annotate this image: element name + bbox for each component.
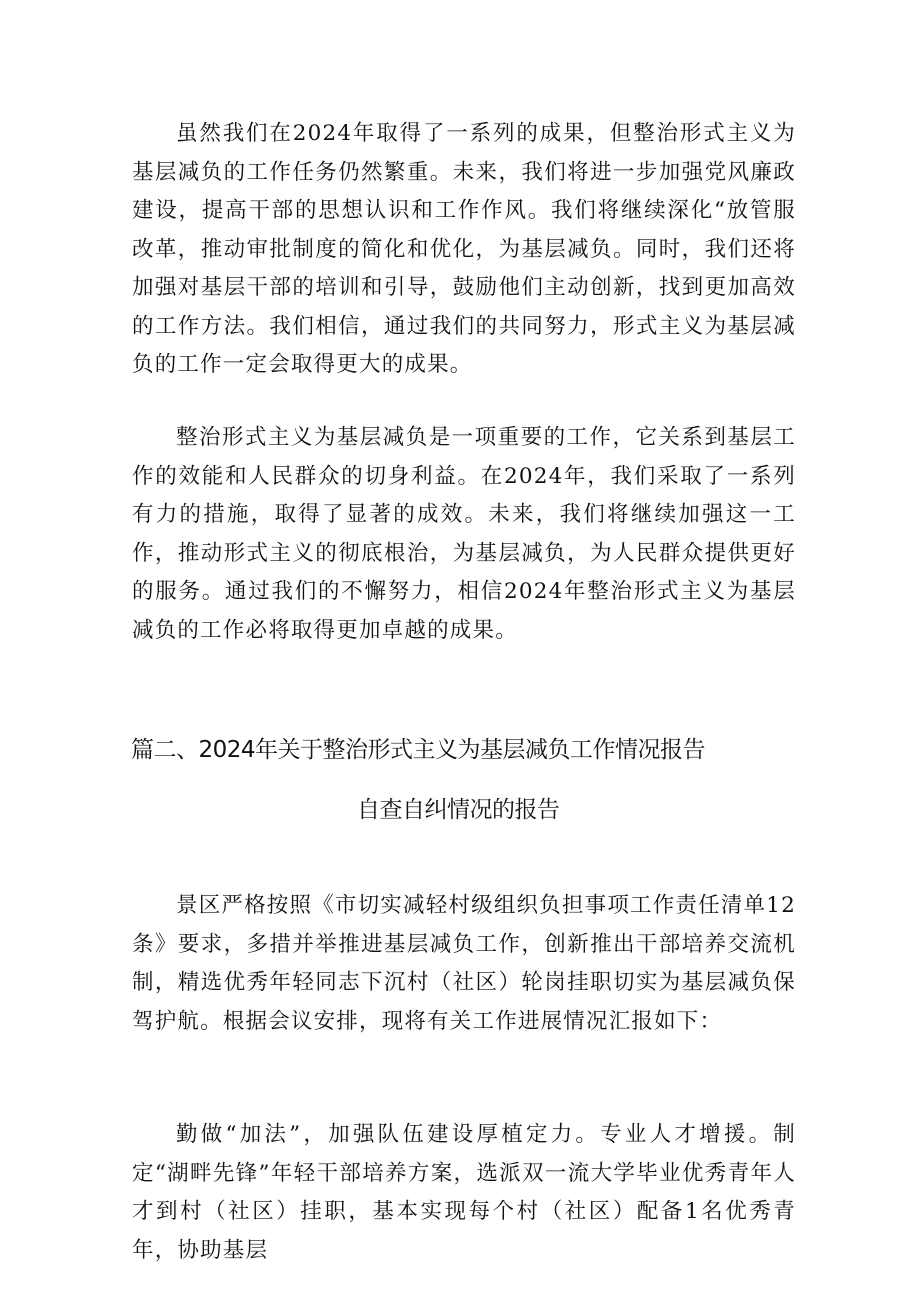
body-paragraph: 虽然我们在2024年取得了一系列的成果，但整治形式主义为基层减负的工作任务仍然繁重。未来，我们将进一步加强党风廉政建设，提高干部的思想认识和工作作风。我们将继续深化“放管服改革，推动审批制度的简化和优化，为基层减负。同时，我们还将加强对基层干部的培训和引导，鼓励他们主动创新，找到更加高效的工作方法。我们相信，通过我们的共同努力，形式主义为基层减负的工作一定会取得更大的成果。	[132, 121, 796, 377]
section-subtitle: 自查自纠情况的报告	[357, 797, 560, 823]
body-paragraph: 勤做“加法”，加强队伍建设厚植定力。专业人才增援。制定“湖畔先锋”年轻干部培养方案，选派双一流大学毕业优秀青年人才到村（社区）挂职，基本实现每个村（社区）配备1名优秀青年，协助基层	[132, 1122, 796, 1263]
body-paragraph: 景区严格按照《市切实减轻村级组织负担事项工作责任清单12条》要求，多措并举推进基层减负工作，创新推出干部培养交流机制，精选优秀年轻同志下沉村（社区）轮岗挂职切实为基层减负保驾护航。根据会议安排，现将有关工作进展情况汇报如下：	[132, 893, 796, 1034]
body-paragraph: 整治形式主义为基层减负是一项重要的工作，它关系到基层工作的效能和人民群众的切身利益。在2024年，我们采取了一系列有力的措施，取得了显著的成效。未来，我们将继续加强这一工作，推动形式主义的彻底根治，为基层减负，为人民群众提供更好的服务。通过我们的不懈努力，相信2024年整治形式主义为基层减负的工作必将取得更加卓越的成果。	[132, 425, 796, 643]
section-title: 篇二、2024年关于整治形式主义为基层减负工作情况报告	[131, 737, 706, 763]
